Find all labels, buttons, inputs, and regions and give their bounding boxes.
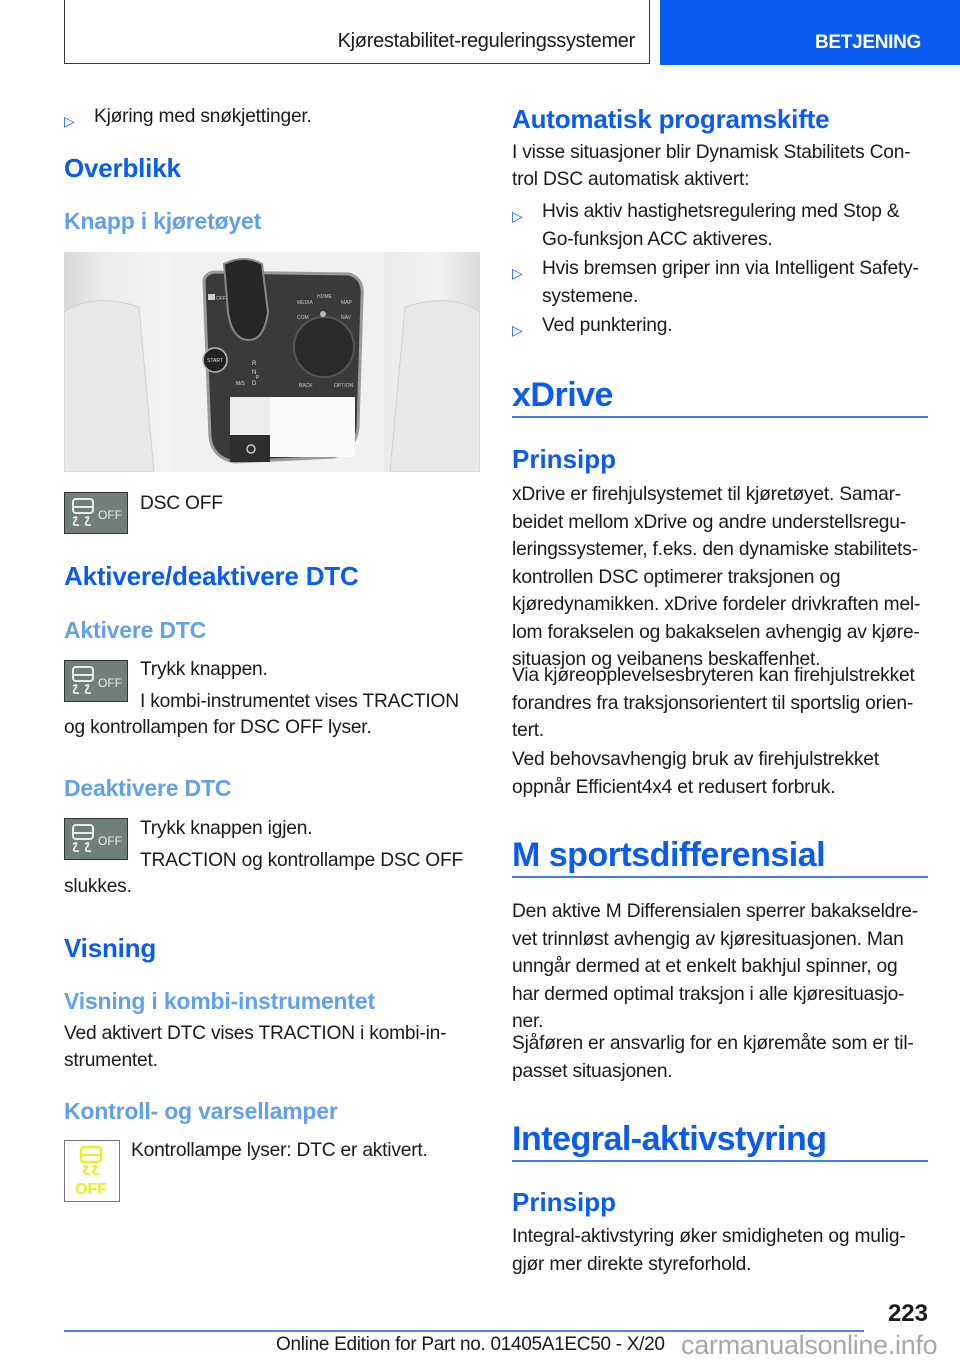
xdrive-paragraph-1: xDrive er firehjulsystemet til kjøretøyet. Samar- beidet mellom xDrive og andre understellsregu- leringssystemer, f.eks. den dynamiske stabilitets- kontrollen DSC optimerer traksjonen og kjøredynamikken. xDrive fordeler drivkraften mel- lom forakselen og bakakselen avhengig av kjøre- situasjon og veibanens beskaffenhet. (512, 484, 921, 670)
paragraph-line: trol DSC automatisk aktivert: (512, 169, 750, 190)
heading-automatisk: Automatisk programskifte (512, 104, 830, 134)
section-divider (512, 876, 928, 878)
section-divider (512, 416, 928, 418)
running-header (64, 0, 650, 64)
list-item: ▷ Ved punktering. (512, 312, 928, 345)
heading-xdrive: xDrive (512, 376, 613, 414)
heading-m-sportsdifferensial: M sportsdifferensial (512, 836, 826, 874)
heading-visning: Visning (64, 933, 157, 963)
dtc-warning-lamp-icon (64, 1140, 120, 1202)
msport-paragraph-2: Sjåføren er ansvarlig for en kjøremåte som er til- passet situasjonen. (512, 1033, 914, 1082)
svg-text:OFF: OFF (98, 676, 122, 690)
heading-overblikk: Overblikk (64, 153, 181, 183)
svg-text:NAV: NAV (341, 315, 351, 321)
chapter-tab (660, 0, 960, 65)
heading-aktivere-deaktivere: Aktivere/deaktivere DTC (64, 561, 359, 591)
instruction-text: og kontrollampen for DSC OFF lyser. (64, 717, 372, 738)
svg-text:M/S: M/S (236, 381, 245, 387)
svg-text:OFF: OFF (98, 834, 122, 848)
svg-text:START: START (207, 358, 223, 364)
svg-text:HOME: HOME (317, 294, 332, 300)
section-title: Kjørestabilitet-reguleringssystemer (337, 30, 635, 52)
list-item: ▷ Hvis bremsen griper inn via Intelligent Safety- systemene. (512, 255, 928, 310)
integral-paragraph: Integral-aktivstyring øker smidigheten og mulig- gjør mer direkte styreforhold. (512, 1226, 906, 1275)
subheading-prinsipp: Prinsipp (512, 1187, 617, 1217)
subheading-visning-kombi: Visning i kombi-instrumentet (64, 988, 375, 1014)
svg-text:MEDIA: MEDIA (297, 300, 313, 306)
lamp-description: Kontrollampe lyser: DTC er aktivert. (131, 1140, 428, 1161)
svg-text:D: D (252, 381, 257, 387)
heading-integral-aktivstyring: Integral-aktivstyring (512, 1120, 827, 1158)
svg-text:OFF: OFF (75, 1181, 107, 1198)
triangle-bullet-icon: ▷ (64, 113, 75, 129)
msport-paragraph-1: Den aktive M Differensialen sperrer bakakseldre- vet trinnløst avhengig av kjøresituasjonen. Man unngår dermed at et enkelt bakhjul spinner, og har dermed optimal traksjon i alle kjøresituasjo- ner. (512, 901, 918, 1032)
console-photo (64, 252, 480, 472)
xdrive-paragraph-2: Via kjøreopplevelsesbryteren kan firehjulstrekket forandres fra traksjonsorientert til sportslig orien- tert. (512, 665, 915, 741)
dsc-off-icon (64, 660, 128, 702)
svg-text:COM: COM (297, 315, 309, 321)
xdrive-paragraph-3: Ved behovsavhengig bruk av firehjulstrekket oppnår Efficient4x4 et redusert forbruk. (512, 749, 879, 798)
paragraph-line: strumentet. (64, 1050, 158, 1071)
triangle-bullet-icon: ▷ (512, 208, 523, 224)
svg-text:BACK: BACK (299, 383, 313, 389)
list-item: ▷ Hvis aktiv hastighetsregulering med Stop & Go-funksjon ACC aktiveres. (512, 198, 928, 253)
svg-text:OFF: OFF (98, 508, 122, 522)
dsc-off-icon (64, 818, 128, 860)
list-item: ▷ Kjøring med snøkjettinger. (64, 103, 482, 136)
instruction-text: Trykk knappen. (140, 659, 268, 680)
car-skid-icon (65, 819, 126, 858)
triangle-bullet-icon: ▷ (512, 265, 523, 281)
car-skid-icon (65, 661, 126, 700)
icon-caption: DSC OFF (140, 493, 223, 514)
subheading-deaktivere: Deaktivere DTC (64, 775, 232, 801)
instruction-text: TRACTION og kontrollampe DSC OFF (140, 850, 464, 871)
car-skid-icon (65, 493, 126, 532)
console-illustration (64, 252, 480, 472)
triangle-bullet-icon: ▷ (512, 322, 523, 338)
car-skid-yellow-icon (65, 1141, 118, 1200)
page-number: 223 (887, 1300, 928, 1327)
instruction-text: I kombi-instrumentet vises TRACTION (140, 691, 459, 712)
svg-text:OPTION: OPTION (334, 383, 354, 389)
subheading-aktivere: Aktivere DTC (64, 617, 207, 643)
instruction-text: Trykk knappen igjen. (140, 818, 313, 839)
svg-text:OFF: OFF (216, 296, 226, 302)
chapter-tab-label: BETJENING (815, 32, 922, 53)
paragraph-line: Ved aktivert DTC vises TRACTION i kombi-in- (64, 1023, 447, 1044)
subheading-prinsipp: Prinsipp (512, 444, 617, 474)
instruction-text: slukkes. (64, 876, 132, 897)
svg-text:P: P (256, 375, 260, 381)
watermark: carmanualsonline.info (681, 1330, 938, 1360)
dsc-off-icon (64, 492, 128, 534)
svg-text:R: R (252, 361, 257, 367)
subheading-kontroll: Kontroll- og varsellamper (64, 1098, 338, 1124)
edition-text: Online Edition for Part no. 01405A1EC50 - X/20 (276, 1334, 665, 1355)
section-divider (512, 1160, 928, 1162)
svg-text:N: N (252, 370, 257, 376)
svg-text:MAP: MAP (341, 300, 352, 306)
subheading-knapp: Knapp i kjøretøyet (64, 208, 262, 234)
paragraph-line: I visse situasjoner blir Dynamisk Stabilitets Con- (512, 142, 911, 163)
